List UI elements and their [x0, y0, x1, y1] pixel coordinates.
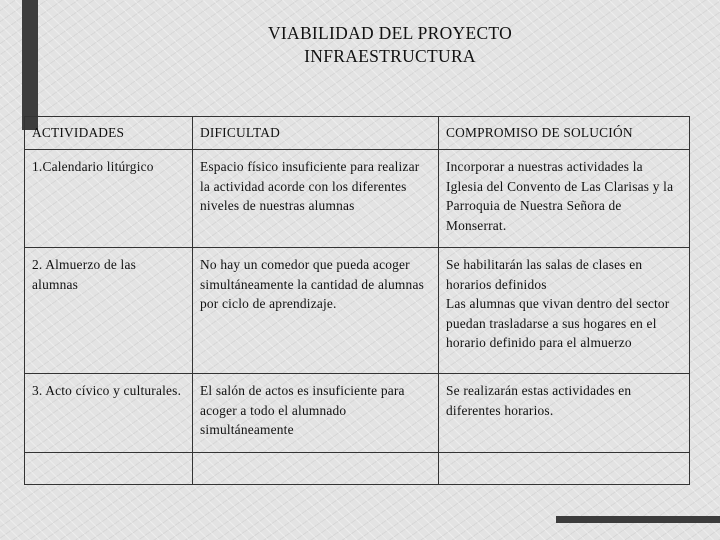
table-row — [25, 374, 690, 453]
decorative-vertical-bar — [22, 0, 38, 130]
slide-title-line2: INFRAESTRUCTURA — [304, 46, 476, 66]
table-cell-activity — [25, 453, 193, 485]
slide-title-line1: VIABILIDAD DEL PROYECTO — [267, 23, 513, 43]
table-cell-activity: 1.Calendario litúrgico — [25, 150, 193, 248]
table-cell-activity: 2. Almuerzo de las alumnas — [25, 248, 193, 374]
solution-paragraph: Se habilitarán las salas de clases en horarios definidos — [446, 257, 643, 292]
table-cell-solution: Incorporar a nuestras actividades la Iglesia del Convento de Las Clarisas y la Parroquia de Nuestra Señora de Monserrat. — [439, 150, 690, 248]
table-cell-solution: Se realizarán estas actividades en diferentes horarios. — [439, 374, 690, 453]
decorative-bottom-bar — [556, 516, 720, 523]
table-cell-difficulty: El salón de actos es insuficiente para acoger a todo el alumnado simultáneamente — [193, 374, 439, 453]
table-row-empty — [25, 453, 690, 485]
table-cell-solution — [439, 248, 690, 374]
project-feasibility-table — [24, 116, 690, 485]
table-cell-difficulty: No hay un comedor que pueda acoger simultáneamente la cantidad de alumnas por ciclo de aprendizaje. — [193, 248, 439, 374]
solution-paragraph: Las alumnas que vivan dentro del sector puedan trasladarse a sus hogares en el horario definido para el almuerzo — [446, 296, 670, 350]
header-solution-commitment: COMPROMISO DE SOLUCIÓN — [439, 117, 690, 150]
table-cell-activity: 3. Acto cívico y culturales. — [25, 374, 193, 453]
table-cell-difficulty: Espacio físico insuficiente para realizar la actividad acorde con los diferentes niveles de nuestras alumnas — [193, 150, 439, 248]
table-cell-solution — [439, 453, 690, 485]
slide-title — [150, 22, 630, 68]
header-activities: ACTIVIDADES — [25, 117, 193, 150]
table-row — [25, 248, 690, 374]
table-row — [25, 150, 690, 248]
header-difficulty: DIFICULTAD — [193, 117, 439, 150]
table-header-row — [25, 117, 690, 150]
table-cell-difficulty — [193, 453, 439, 485]
